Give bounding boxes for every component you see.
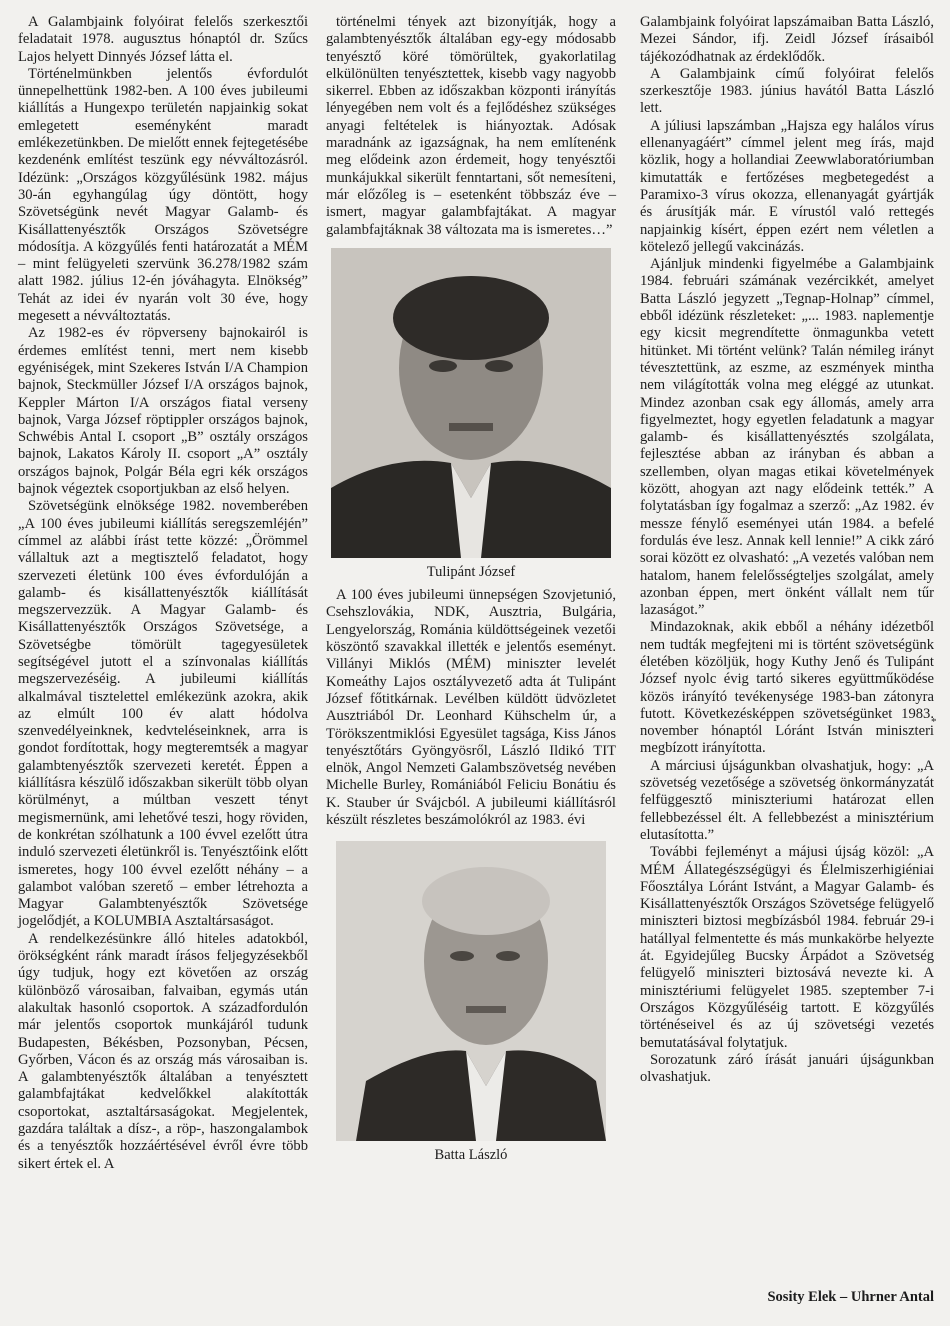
- paragraph: A rendelkezésünkre álló hiteles adatokból, örökségként ránk maradt írásos feljegyzésekből úgy tudjuk, hogy ezt követően az ország különböző városaiban, falvaiban, egymás után alakultak hasonló csoportok. A századfordulón már jelentős csoportok munkájáról tudunk Budapesten, Békésben, Pozsonyban, Pécsen, Győrben, Vácon és az ország más városaiban is. A galambtenyésztők általában a tenyésztett galambfajtákat kedvelőkkel alakították csoportokat, asztaltársaságokat. Megjelentek, gazdára találtak a dísz-, a röp-, haszongalambok és a tenyésztők hozzáértésével évről évre több sikert értek el. A: [18, 930, 308, 1172]
- paragraph: történelmi tények azt bizonyítják, hogy a galambtenyésztők általában egy-egy módosabb tenyésztő köré tömörültek, gyakorlatilag elkülönülten tenyésztettek, kisebb vagy nagyobb sikerrel. Ebben az időszakban központi irányítás lényegében nem volt és a fejlődéshez szükséges anyagi feltételek is hiányoztak. Adósak maradnánk az igazságnak, ha nem említenénk meg elődeink azon érdemeit, hogy tenyésztői munkájukkal sikerült fenntartani, sőt nemesíteni, már előzőleg is – esetenként többszáz éve – ismert, magyar galambfajtákat. A magyar galambfajtáknak 38 változata ma is ismeretes…”: [326, 14, 616, 238]
- paragraph: Galambjaink folyóirat lapszámaiban Batta László, Mezei Sándor, ifj. Zeidl József írásaiból tájékozódhatnak az érdeklődők.: [640, 14, 934, 65]
- paragraph: A 100 éves jubileumi ünnepségen Szovjetunió, Csehszlovákia, NDK, Ausztria, Bulgária, Lengyelország, Románia küldöttségeinek vezetői köszöntő szavakkal illették e jelentős eseményt. Villányi Miklós (MÉM) miniszter levelét Komeáthy Lajos osztályvezető adta át Tulipánt József főtitkárnak. Levélben küldött üdvözletet Ausztriából Dr. Leonhard Kühschelm úr, a Törökszentmiklósi Egyesület tagsága, Kiss János tenyésztőtárs Gyöngyösről, László Ildikó TIT elnök, Angol Nemzeti Galambszövetség nevében Michelle Burley, Romániából Feliciu Bonátiu és K. Stauber úr Svájcból. A jubileumi kiállításról készült részletes beszámolókról az 1983. évi: [326, 587, 616, 829]
- paragraph: A márciusi újságunkban olvashatjuk, hogy: „A szövetség vezetősége a szövetség önkormányzatát felfüggesztő miniszteriumi határozat ellen fellebbezéssel élt. A fellebbezést a minisztérium elutasította.”: [640, 757, 934, 843]
- paragraph: Az 1982-es év röpverseny bajnokairól is érdemes említést tenni, mert nem kisebb egyéniségek, mint Szekeres István I/A Champion bajnok, Steckmüller József I/A országos bajnok, Keppler Márton I/A országos fiatal verseny bajnok, Varga József röptippler országos bajnok, Schwébis Antal I. csoport „B” osztály országos bajnok, Lakatos Károly II. csoport „A” osztály országos bajnok, Polgár Béla egri kék országos bajnok végeztek csoportjukban az első helyen.: [18, 325, 308, 498]
- paragraph: A Galambjaink folyóirat felelős szerkesztői feladatait 1978. augusztus hónaptól dr. Szűcs Lajos helyett Dinnyés József látta el.: [18, 14, 308, 65]
- column-1: [18, 14, 308, 1173]
- portrait-image: [336, 841, 606, 1141]
- portrait-photo-batta: [336, 841, 606, 1141]
- photo-caption: Batta László: [434, 1147, 508, 1164]
- column-3: [640, 14, 934, 1086]
- paragraph: Mindazoknak, akik ebből a néhány idézetből nem tudták megfejteni mi is történt szövetségünk életében közöljük, hogy Kuthy Jenő és Tulipánt József nyolc évig tartó sikeres együttműködése közös irányító tevékenysége 1983-ban zátonyra futott. Következésképpen szövetségünket 1983. november hónaptól Lóránt István miniszteri megbízott irányította.: [640, 619, 934, 757]
- paragraph: További fejleményt a májusi újság közöl: „A MÉM Állategészségügyi és Élelmiszerhigiéniai Főosztálya Lóránt Istvánt, a Magyar Galamb- és Kisállattenyésztők Országos Szövetsége felügyelő miniszteri biztosi megbízásból 1984. február 29-i hatállyal felmentette és más munkakörbe helyezte át. Egyidejűleg Bucsky Árpádot a Szövetség felügyelő miniszteri biztosává nevezte ki. A minisztériumi felügyelet 1985. szeptember 7-i Országos Közgyűléséig tartott. E közgyűlés történéseivel és az új szövetségi vezetés bemutatásával folytatjuk.: [640, 844, 934, 1051]
- portrait-image: [331, 248, 611, 558]
- paragraph: A Galambjaink című folyóirat felelős szerkesztője 1983. június havától Batta László lett.: [640, 65, 934, 117]
- paragraph: Történelmünkben jelentős évfordulót ünnepelhettünk 1982-ben. A 100 éves jubileumi kiállítás a Hungexpo területén napjainkig sokat emlegetett eseményként maradt emlékezetünkben. De mielőtt ennek fejtegetésébe kezdenénk említést teszünk egy névváltozásról. Idézünk: „Országos közgyűlésünk 1982. május 30-án egyhangúlag úgy döntött, hogy Szövetségünk nevét Magyar Galamb- és Kisállattenyésztők Országos Szövetségre módosítja. A közgyűlés fenti határozatát a MÉM – mint felügyeleti szervünk 36.278/1982 szám alatt 1982. július 12-én jóváhagyta. Elnökség” Tehát az idei év nyarán volt 30 éve, hogy megesett a névváltoztatás.: [18, 65, 308, 325]
- paragraph: Sorozatunk záró írását januári újságunkban olvashatjuk.: [640, 1051, 934, 1086]
- column-2: [326, 14, 616, 1171]
- paragraph: A júliusi lapszámban „Hajsza egy halálos vírus ellenanyagáért” címmel jelent meg írás, majd közlik, hogy a hollandiai Zeewwlaboratóriumban kimutatták e fertőzéses megbetegedést a Paramixo-3 vírus okozza, ellenanyagát gyártják és árusítják már. E vírustól való rettegés napjainkig kísért, éppen ezért nem véletlen a kötelező jellegű vakcinázás.: [640, 117, 934, 255]
- author-signature: Sosity Elek – Uhrner Antal: [767, 1289, 934, 1305]
- paragraph: Szövetségünk elnöksége 1982. novemberében „A 100 éves jubileumi kiállítás seregszemléjén” címmel az alábbi írást tette közzé: „Örömmel vállaltuk azt a megtisztelő feladatot, hogy szervezeti életünk 100 éves évfordulóján a galamb- és kisállattenyésztők kiállítását megszervezzük. A Magyar Galamb- és Kisállattenyésztők Országos Szövetsége, a Szövetségbe tömörült tagegyesületek segítségével jutott el a színvonalas kiállítás megszervezéséig. A jubileumi kiállítás alkalmával tisztelettel emlékezünk azokra, akik az elmúlt 100 év alatt hódolva szenvedélyeinknek, kedvteléseinknek, arra is gondot fordítottak, hogy megteremtsék a magyar galambtenyésztők szervezeti keretét. Éppen a kiállításra készülő időszakban sikerült több olyan körülményt, a múltban veszett tényt megismernünk, ami lehetővé teszi, hogy röviden, de konkrétan szólhatunk a 100 évvel ezelőtt útra induló szervezeti életünkről is. Tenyésztőink előtt ismeretes, hogy 100 évvel ezelőtt néhány – a galambot valóban szerető – ember létrehozta a Magyar Galambtenyésztők Szövetsége jogelődjét, a KOLUMBIA Asztaltársaságot.: [18, 498, 308, 930]
- portrait-photo-tulipant: [331, 248, 611, 558]
- footnote-marker: *: [931, 716, 937, 728]
- photo-caption: Tulipánt József: [426, 563, 516, 580]
- paragraph: Ajánljuk mindenki figyelmébe a Galambjaink 1984. februári számának vezércikkét, amelyet Batta László jegyzett „Tegnap-Holnap” címmel, ebből idézünk részleteket: „... 1983. naplementje egy kicsit megrendítette önmagunkba vetett hitünket. Mi történt velünk? Talán némileg irányt tévesztettünk, az eszme, az eszmények mintha nem világították volna meg eléggé az utunkat. Mindez azonban csak egy állomás, amely arra figyelmeztet, hogy egyetlen feladatunk a magyar galamb- és kisállattenyésztés szolgálata, fejlesztése abban az irányban és abban a szellemben, olyan magas etikai követelmények között, ahogyan azt nagy elődeink tették.” A folytatásban így fogalmaz a szerző: „Az 1982. év messze fénylő eseményei után 1984. a befelé fordulás éve lesz. Annak kell lennie!” A cikk záró sorai között ez olvasható: „A vezetés valóban nem hatalom, hanem felelősségteljes szolgálat, amely azonban éppen, mert önként vállalt nem tűr lazaságot.”: [640, 256, 934, 619]
